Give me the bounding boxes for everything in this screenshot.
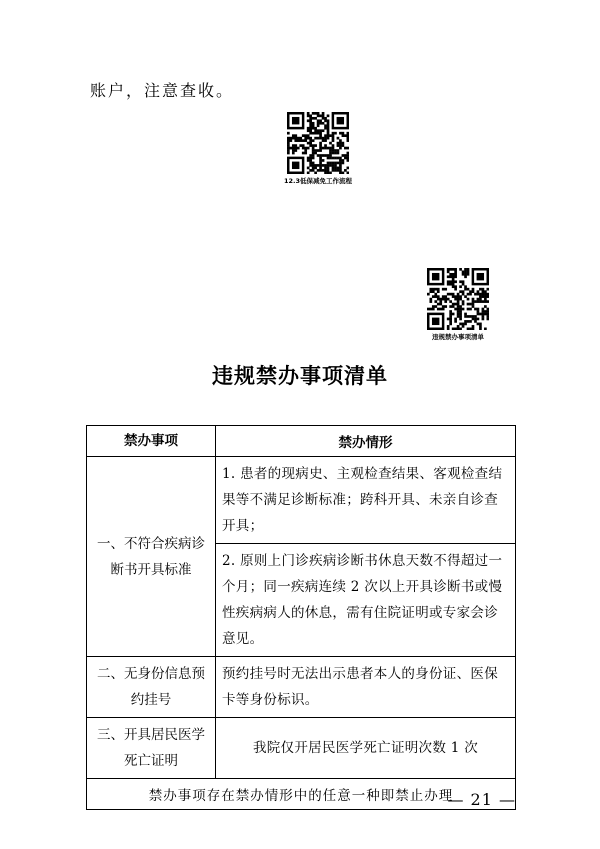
situation-cell: 2. 原则上门诊疾病诊断书休息天数不得超过一个月；同一疾病连续 2 次以上开具诊断书或慢性疾病病人的休息，需有住院证明或专家会诊意见。: [216, 544, 516, 657]
qr-code-icon: [287, 112, 349, 174]
qr-code-prohibited-list[interactable]: [418, 268, 498, 341]
page-number: — 21 —: [447, 790, 516, 809]
qr-code-icon: [427, 268, 489, 330]
item-cell: 三、开具居民医学死亡证明: [87, 718, 216, 779]
situation-cell: 预约挂号时无法出示患者本人的身份证、医保卡等身份标识。: [216, 657, 516, 718]
header-item: 禁办事项: [87, 426, 216, 457]
qr-code-low-income-process[interactable]: [278, 112, 358, 185]
table-header-row: [87, 426, 516, 457]
header-situation: 禁办情形: [216, 426, 516, 457]
intro-line: 账户，注意查收。: [90, 81, 235, 100]
document-title: 违规禁办事项清单: [212, 364, 388, 388]
situation-cell: 我院仅开居民医学死亡证明次数 1 次: [216, 718, 516, 779]
situation-cell: 1. 患者的现病史、主观检查结果、客观检查结果等不满足诊断标准；跨科开具、未亲自诊查开具；: [216, 457, 516, 544]
table-row: [87, 718, 516, 779]
table-row: [87, 457, 516, 544]
item-cell: 二、无身份信息预约挂号: [87, 657, 216, 718]
table-row: [87, 657, 516, 718]
qr-caption: 12.3低保减免工作流程: [283, 177, 353, 185]
prohibited-items-table: [86, 425, 516, 810]
table-footer: 禁办事项存在禁办情形中的任意一种即禁止办理: [87, 779, 516, 810]
item-cell: 一、不符合疾病诊断书开具标准: [87, 457, 216, 657]
qr-caption: 违规禁办事项清单: [432, 333, 484, 341]
